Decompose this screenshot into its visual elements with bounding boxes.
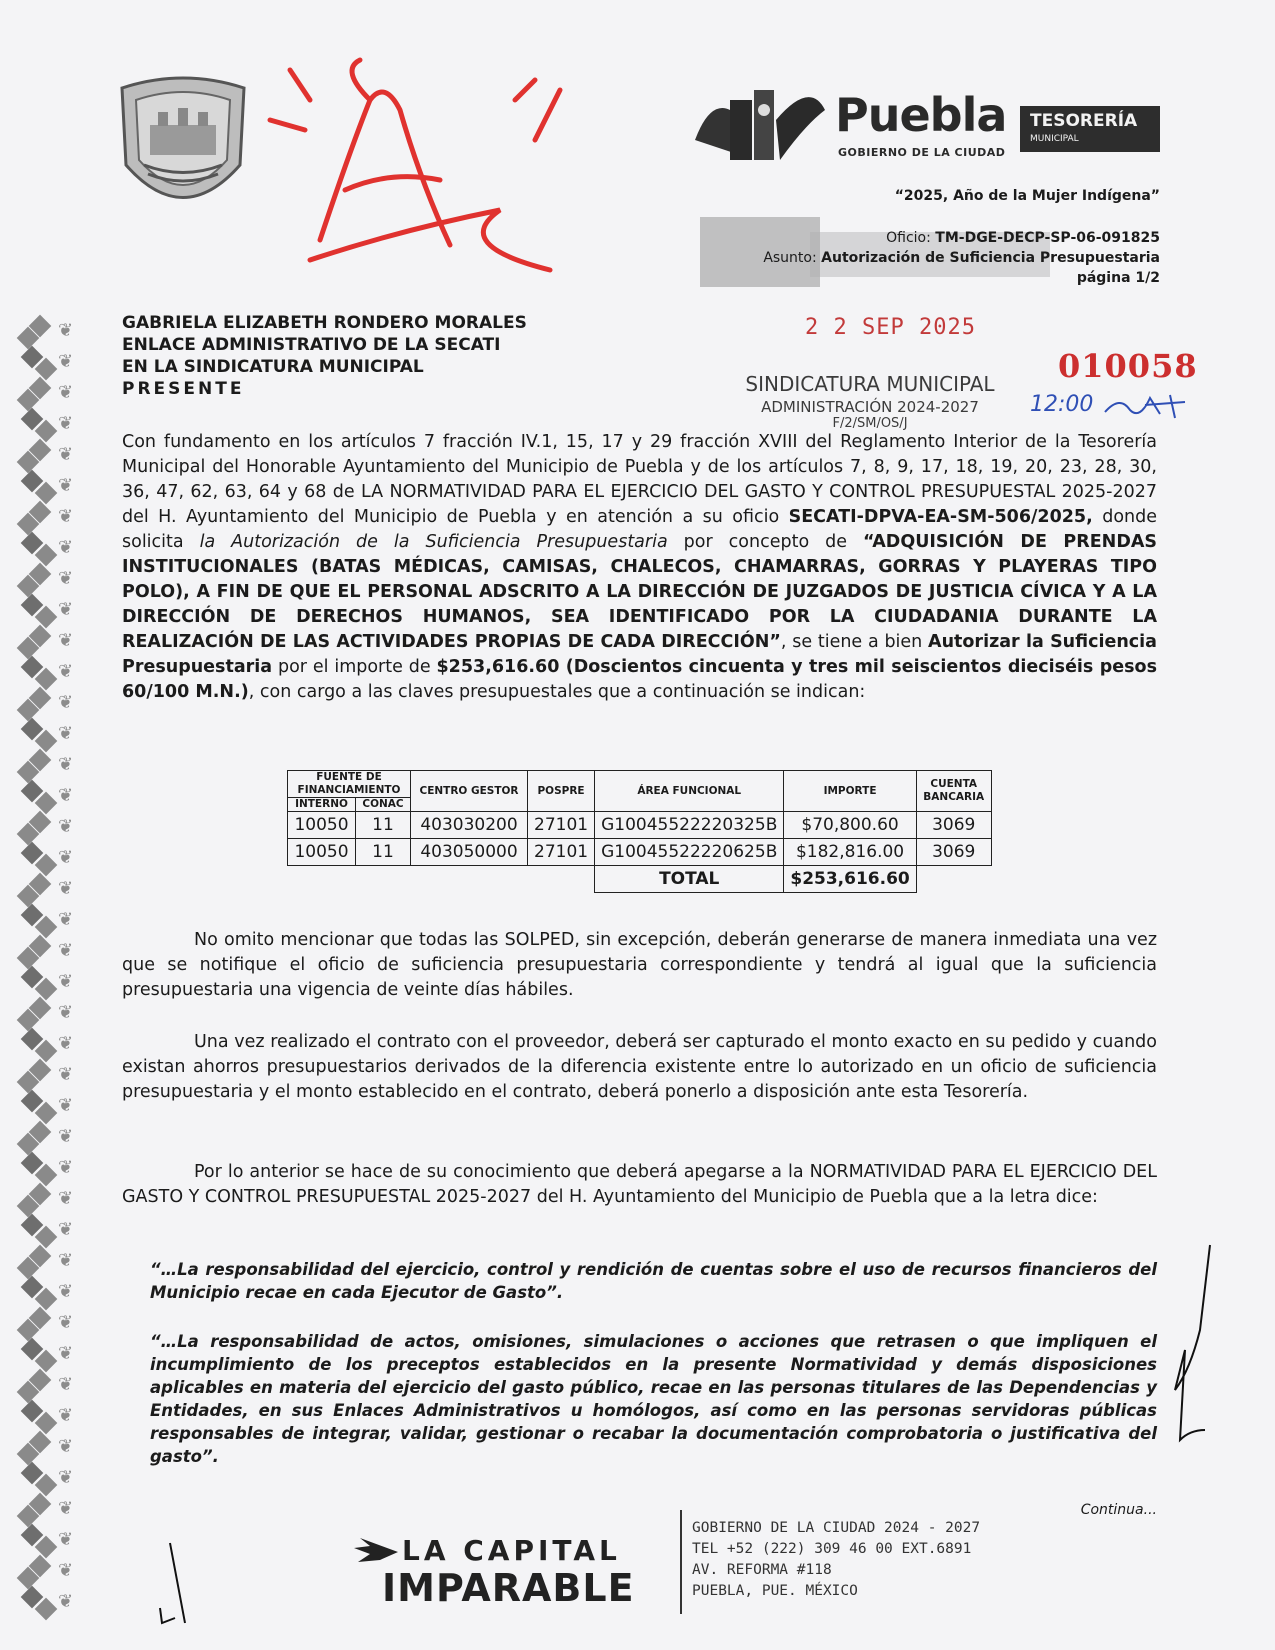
border-sprig-icon: ❦ (58, 1250, 74, 1271)
seal-icon (112, 70, 254, 220)
addressee-presente: PRESENTE (122, 379, 245, 399)
date-stamp: 2 2 SEP 2025 (805, 315, 976, 340)
logo-line-1: LA CAPITAL (402, 1534, 621, 1567)
th-interno: INTERNO (288, 798, 356, 812)
border-sprig-icon: ❦ (58, 1436, 74, 1457)
total-value: $253,616.60 (784, 866, 916, 893)
border-sprig-icon: ❦ (58, 568, 74, 589)
oficio-number: TM-DGE-DECP-SP-06-091825 (935, 230, 1160, 246)
th-centro: CENTRO GESTOR (411, 771, 528, 812)
footer-divider (680, 1510, 682, 1614)
th-fuente: FUENTE DE FINANCIAMIENTO (288, 771, 411, 798)
p1-text-f: , con cargo a las claves presupuestales que a continuación se indican: (248, 682, 866, 702)
addressee-position: ENLACE ADMINISTRATIVO DE LA SECATI (122, 335, 501, 355)
border-sprig-icon: ❦ (58, 1064, 74, 1085)
border-sprig-icon: ❦ (58, 1126, 74, 1147)
border-sprig-icon: ❦ (58, 506, 74, 527)
addressee-name: GABRIELA ELIZABETH RONDERO MORALES (122, 313, 527, 333)
decorative-border (18, 318, 80, 1648)
p1-italic: la Autorización de la Suficiencia Presupuestaria (199, 532, 668, 552)
footer-gov: GOBIERNO DE LA CIUDAD 2024 - 2027 (692, 1520, 981, 1536)
addressee (122, 312, 527, 400)
addressee-office: EN LA SINDICATURA MUNICIPAL (122, 357, 424, 377)
logo-line-2: IMPARABLE (382, 1566, 635, 1610)
margin-signature-icon (1160, 1240, 1220, 1470)
border-sprig-icon: ❦ (58, 1188, 74, 1209)
footer-phone: TEL +52 (222) 309 46 00 EXT.6891 (692, 1541, 972, 1557)
border-sprig-icon: ❦ (58, 971, 74, 992)
footer-contact (692, 1518, 980, 1602)
quote-2: “…La responsabilidad de actos, omisiones, simulaciones o acciones que retrasen o que impliquen el incumplimiento de los preceptos establecidos en la presente Normatividad y demás disposiciones aplicables en materia del ejercicio del gasto público, recae en las personas titulares de las Dependencias y Entidades, en sus Enlaces Administrativos u homólogos, así como en las personas servidoras públicas responsables de integrar, validar, gestionar o recabar la documentación comprobatoria o justificativa del gasto”. (150, 1332, 1157, 1466)
puebla-logo-icon (690, 80, 830, 170)
border-sprig-icon: ❦ (58, 1002, 74, 1023)
border-sprig-icon: ❦ (58, 909, 74, 930)
border-sprig-icon: ❦ (58, 754, 74, 775)
border-sprig-icon: ❦ (58, 475, 74, 496)
border-sprig-icon: ❦ (58, 351, 74, 372)
th-pospre: POSPRE (528, 771, 595, 812)
signature-icon (1100, 390, 1190, 420)
border-sprig-icon: ❦ (58, 1033, 74, 1054)
border-sprig-icon: ❦ (58, 1467, 74, 1488)
th-importe: IMPORTE (784, 771, 916, 812)
initials-signature-icon (150, 1538, 220, 1628)
border-sprig-icon: ❦ (58, 692, 74, 713)
p1-importe: $253,616.60 (Doscientos cincuenta y tres mil seiscientos dieciséis pesos 60/100 M.N.) (122, 657, 1157, 702)
border-sprig-icon: ❦ (58, 1095, 74, 1116)
quote-1: “…La responsabilidad del ejercicio, control y rendición de cuentas sobre el uso de recursos financieros del Municipio recae en cada Ejecutor de Gasto”. (150, 1260, 1157, 1302)
border-sprig-icon: ❦ (58, 1312, 74, 1333)
border-sprig-icon: ❦ (58, 1157, 74, 1178)
border-sprig-icon: ❦ (58, 599, 74, 620)
reception-stamp-code: F/2/SM/OS/J (832, 416, 908, 431)
cell-centro: 403050000 (411, 839, 528, 866)
border-sprig-icon: ❦ (58, 878, 74, 899)
border-sprig-icon: ❦ (58, 1498, 74, 1519)
cell-importe: $70,800.60 (784, 812, 916, 839)
border-sprig-icon: ❦ (58, 661, 74, 682)
asunto-value: Autorización de Suficiencia Presupuestaria (821, 250, 1160, 266)
cell-area: G10045522220325B (595, 812, 784, 839)
oficio-block (763, 228, 1160, 288)
cell-pospre: 27101 (528, 839, 595, 866)
tesoreria-subtitle: MUNICIPAL (1030, 134, 1079, 144)
p1-text-d: , se tiene a bien (780, 632, 929, 652)
reception-stamp (735, 372, 1005, 431)
th-conac: CONAC (356, 798, 411, 812)
logo-subtitle: GOBIERNO DE LA CIUDAD (838, 146, 1006, 159)
border-sprig-icon: ❦ (58, 1529, 74, 1550)
cell-pospre: 27101 (528, 812, 595, 839)
border-sprig-icon: ❦ (58, 444, 74, 465)
cell-centro: 403030200 (411, 812, 528, 839)
paragraph-1 (122, 430, 1157, 705)
wing-icon (350, 1534, 400, 1570)
p1-text-b: donde solicita (122, 507, 1157, 552)
budget-table (287, 770, 992, 893)
border-sprig-icon: ❦ (58, 537, 74, 558)
p1-autorizar: Autorizar la Suficiencia Presupuestaria (122, 632, 1157, 677)
border-sprig-icon: ❦ (58, 413, 74, 434)
page-number: página 1/2 (1076, 270, 1160, 286)
border-sprig-icon: ❦ (58, 1405, 74, 1426)
total-label: TOTAL (595, 866, 784, 893)
tesoreria-title: TESORERÍA (1030, 111, 1138, 131)
p1-concepto: “ADQUISICIÓN DE PRENDAS INSTITUCIONALES (BATAS MÉDICAS, CAMISAS, CHALECOS, CHAMARRAS, GORRAS Y PLAYERAS TIPO POLO), A FIN DE QUE EL PERSONAL ADSCRITO A LA DIRECCIÓN DE JUZGADOS DE JUSTICIA CÍVICA Y A LA DIRECCIÓN DE DERECHOS HUMANOS, SEA IDENTIFICADO POR LA CIUDADANIA DURANTE LA REALIZACIÓN DE LAS ACTIVIDADES PROPIAS DE CADA DIRECCIÓN” (122, 532, 1157, 652)
handwritten-time (1030, 390, 1190, 420)
border-sprig-icon: ❦ (58, 1374, 74, 1395)
border-sprig-icon: ❦ (58, 1591, 74, 1612)
reception-stamp-admin: ADMINISTRACIÓN 2024-2027 (761, 398, 979, 416)
oficio-label: Oficio: (886, 230, 931, 246)
cell-interno: 10050 (288, 812, 356, 839)
table-row (288, 812, 992, 839)
p1-text-e: por el importe de (272, 657, 437, 677)
puebla-logo (690, 80, 1160, 170)
border-sprig-icon: ❦ (58, 1281, 74, 1302)
table-total-row (288, 866, 992, 893)
border-sprig-icon: ❦ (58, 847, 74, 868)
paragraph-3: Una vez realizado el contrato con el proveedor, deberá ser capturado el monto exacto en su pedido y cuando existan ahorros presupuestarios derivados de la diferencia existente entre lo autorizado en un oficio de suficiencia presupuestaria y el monto establecido en el contrato, deberá ponerlo a disposición ante esta Tesorería. (122, 1032, 1157, 1102)
p1-text-a: Con fundamento en los artículos 7 fracción IV.1, 15, 17 y 29 fracción XVIII del Reglamento Interior de la Tesorería Municipal del Honorable Ayuntamiento del Municipio de Puebla y de los artículos 7, 8, 9, 17, 18, 19, 20, 23, 28, 30, 36, 47, 62, 63, 64 y 68 de LA NORMATIVIDAD PARA EL EJERCICIO DEL GASTO Y CONTROL PRESUPUESTAL 2025-2027 del H. Ayuntamiento del Municipio de Puebla y en atención a su oficio (122, 432, 1157, 527)
border-sprig-icon: ❦ (58, 382, 74, 403)
p1-text-c: por concepto de (667, 532, 863, 552)
handwritten-time-text: 12:00 (1030, 392, 1094, 417)
border-sprig-icon: ❦ (58, 320, 74, 341)
reception-stamp-office: SINDICATURA MUNICIPAL (745, 372, 995, 396)
footer-city: PUEBLA, PUE. MÉXICO (692, 1583, 858, 1599)
cell-conac: 11 (356, 839, 411, 866)
p1-oficio: SECATI-DPVA-EA-SM-506/2025, (788, 507, 1093, 527)
motto: “2025, Año de la Mujer Indígena” (894, 188, 1160, 204)
cell-cuenta: 3069 (916, 812, 991, 839)
border-sprig-icon: ❦ (58, 723, 74, 744)
paragraph-4: Por lo anterior se hace de su conocimiento que deberá apegarse a la NORMATIVIDAD PARA EL EJERCICIO DEL GASTO Y CONTROL PRESUPUESTAL 2025-2027 del H. Ayuntamiento del Municipio de Puebla que a la letra dice: (122, 1162, 1157, 1207)
folio-number: 010058 (1058, 347, 1198, 385)
paragraph-2: No omito mencionar que todas las SOLPED, sin excepción, deberán generarse de manera inmediata una vez que se notifique el oficio de suficiencia presupuestaria correspondiente y tendrá al igual que la suficiencia presupuestaria una vigencia de veinte días hábiles. (122, 930, 1157, 1000)
border-sprig-icon: ❦ (58, 940, 74, 961)
th-area: ÁREA FUNCIONAL (595, 771, 784, 812)
cell-conac: 11 (356, 812, 411, 839)
border-sprig-icon: ❦ (58, 1560, 74, 1581)
border-sprig-icon: ❦ (58, 1343, 74, 1364)
cell-interno: 10050 (288, 839, 356, 866)
asunto-label: Asunto: (763, 250, 817, 266)
capital-imparable-logo (350, 1530, 635, 1610)
scribble-icon (250, 30, 610, 290)
border-sprig-icon: ❦ (58, 1219, 74, 1240)
tesoreria-box (1020, 106, 1160, 152)
logo-word: Puebla (835, 88, 1007, 142)
border-sprig-icon: ❦ (58, 785, 74, 806)
table-row (288, 839, 992, 866)
border-sprig-icon: ❦ (58, 816, 74, 837)
cell-importe: $182,816.00 (784, 839, 916, 866)
th-cuenta: CUENTA BANCARIA (916, 771, 991, 812)
cell-cuenta: 3069 (916, 839, 991, 866)
footer-address: AV. REFORMA #118 (692, 1562, 832, 1578)
cell-area: G10045522220625B (595, 839, 784, 866)
border-sprig-icon: ❦ (58, 630, 74, 651)
continua-label: Continua... (1080, 1502, 1157, 1518)
